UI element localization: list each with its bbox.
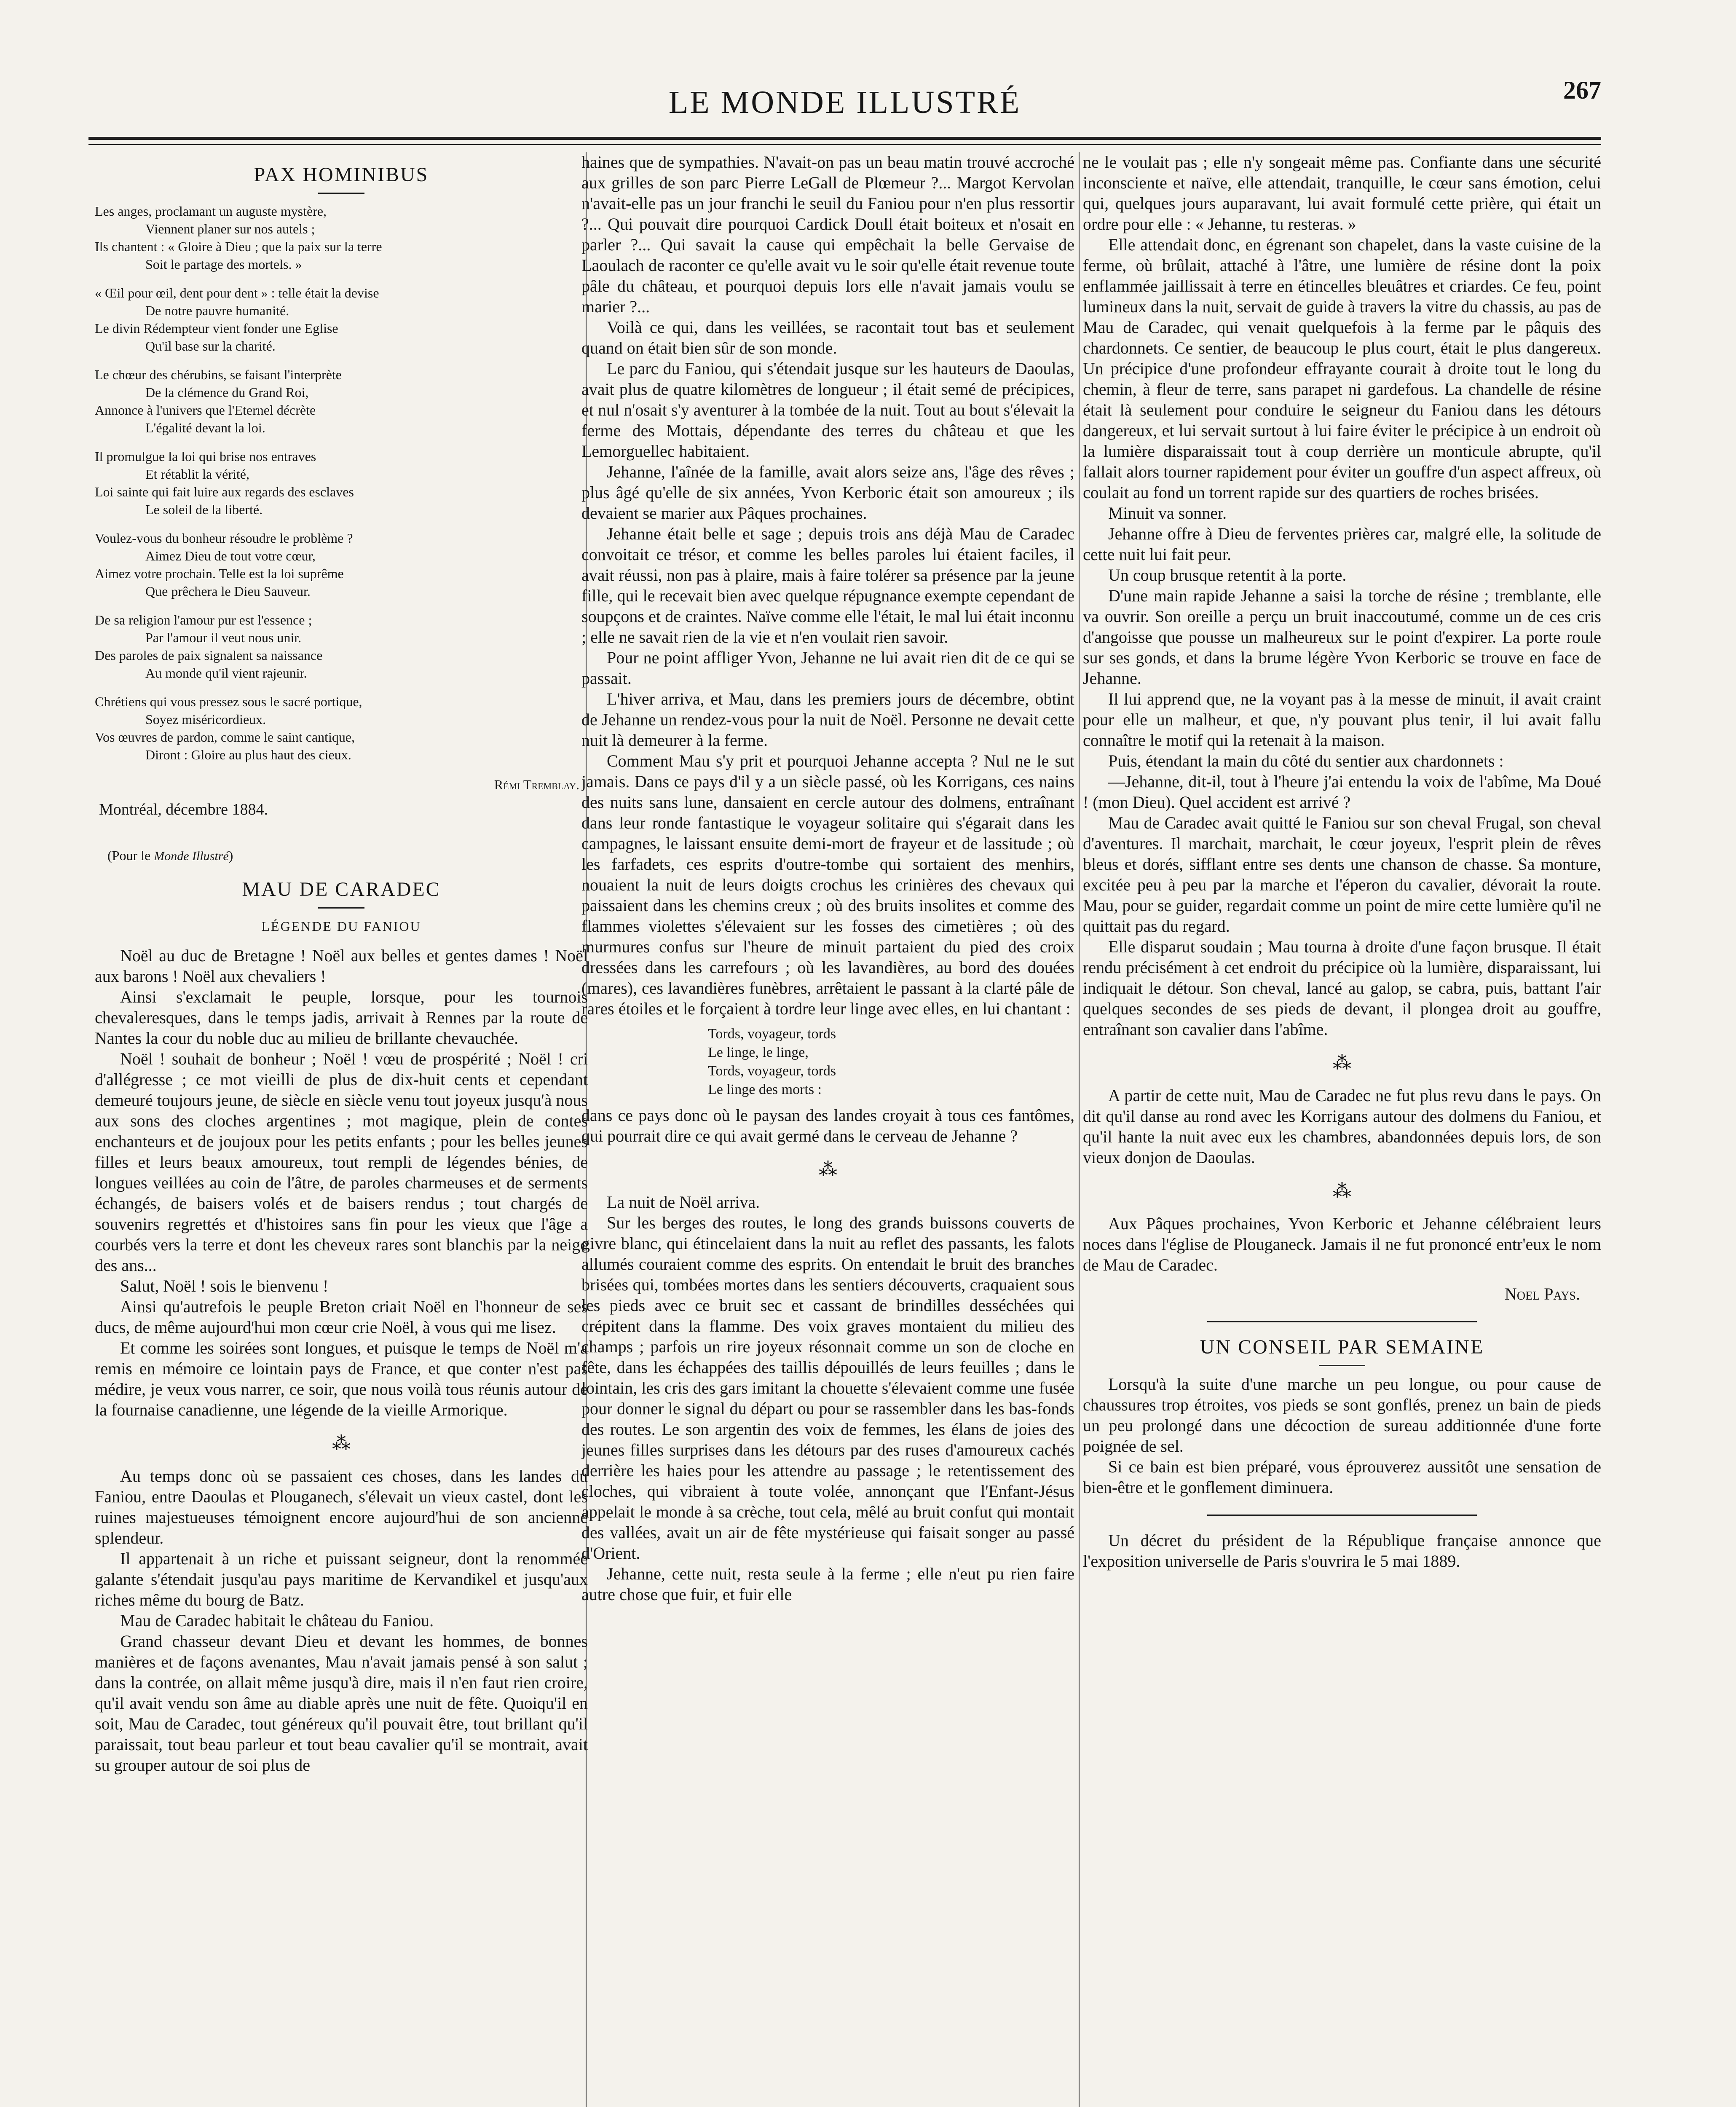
poem-line: De la clémence du Grand Roi, — [145, 385, 309, 400]
poem-line: Les anges, proclamant un auguste mystère, — [95, 204, 327, 219]
title-rule — [318, 193, 364, 194]
poem-line: Ils chantent : « Gloire à Dieu ; que la paix sur la terre — [95, 239, 382, 254]
paragraph: —Jehanne, dit-il, tout à l'heure j'ai entendu la voix de l'abîme, Ma Doué ! (mon Dieu). Quel accident est arrivé ? — [1083, 772, 1601, 812]
refrain — [708, 1025, 1074, 1099]
refrain-line: Le linge des morts : — [708, 1082, 822, 1097]
poem-line: Aimez votre prochain. Telle est la loi suprême — [95, 566, 344, 581]
notice-paragraph: Un décret du président de la République française annonce que l'exposition universelle de Paris s'ouvrira le 5 mai 1889. — [1083, 1531, 1601, 1571]
paragraph: La nuit de Noël arriva. — [607, 1193, 760, 1212]
poem-stanza — [95, 529, 588, 600]
paragraph: Aux Pâques prochaines, Yvon Kerboric et Jehanne célébraient leurs noces dans l'église de Plouganeck. Jamais il ne fut prononcé entr'eux le nom de Mau de Caradec. — [1083, 1214, 1601, 1274]
paragraph: Pour ne point affliger Yvon, Jehanne ne lui avait rien dit de ce qui se passait. — [581, 648, 1074, 688]
poem-line: Il promulgue la loi qui brise nos entraves — [95, 449, 316, 464]
poem-line: « Œil pour œil, dent pour dent » : telle était la devise — [95, 285, 379, 300]
paragraph: Puis, étendant la main du côté du sentier aux chardonnets : — [1108, 751, 1504, 770]
paragraph: Jehanne, cette nuit, resta seule à la ferme ; elle n'eut pu rien faire autre chose que fuir, et fuir elle — [581, 1564, 1074, 1604]
paragraph: Et comme les soirées sont longues, et puisque le temps de Noël m'a remis en mémoire ce lointain pays de France, et que conter n'est pas médire, je veux vous narrer, ce soir, que nous voilà tous réunis autour de la fournaise canadienne, une légende de la vieille Armorique. — [95, 1338, 588, 1419]
paragraph: Minuit va sonner. — [1108, 504, 1227, 523]
story-signature: Noel Pays. — [1504, 1284, 1580, 1303]
poem-line: Que prêchera le Dieu Sauveur. — [145, 584, 311, 599]
paragraph: Mau de Caradec habitait le château du Faniou. — [120, 1611, 434, 1630]
story-title: MAU DE CARADEC — [242, 878, 441, 901]
column-1 — [95, 152, 588, 2107]
attribution-suffix: ) — [228, 848, 233, 863]
refrain-line: Tords, voyageur, tords — [708, 1063, 836, 1079]
masthead — [88, 72, 1601, 139]
paragraph: L'hiver arriva, et Mau, dans les premiers jours de décembre, obtint de Jehanne un rendez-vous pour la nuit de Noël. Personne ne devait cette nuit là demeurer à la ferme. — [581, 689, 1074, 750]
paragraph: Au temps donc où se passaient ces choses, dans les landes du Faniou, entre Daoulas et Plouganech, s'élevait un vieux castel, dont les ruines majestueuses témoignent encore aujourd'hui de son ancienne splendeur. — [95, 1466, 588, 1547]
poem-line: Aimez Dieu de tout votre cœur, — [145, 548, 316, 563]
poem-line: Soyez miséricordieux. — [145, 712, 266, 727]
attribution-journal: Monde Illustré — [154, 849, 229, 863]
asterism: ⁂ — [1333, 1053, 1351, 1073]
section-rule — [1207, 1515, 1477, 1516]
poem-line: Voulez-vous du bonheur résoudre le problème ? — [95, 531, 353, 546]
poem-line: Le divin Rédempteur vient fonder une Eglise — [95, 321, 338, 336]
asterism: ⁂ — [819, 1159, 837, 1180]
asterism: ⁂ — [332, 1433, 351, 1454]
paragraph: ne le voulait pas ; elle n'y songeait même pas. Confiante dans une sécurité inconsciente et naïve, elle attendait, tranquille, le cœur sans émotion, celui qui, quelques jours auparavant, lui avait formulé cette prière, qui était un ordre pour elle : « Jehanne, tu resteras. » — [1083, 153, 1601, 233]
poem — [95, 202, 588, 764]
poem-title: PAX HOMINIBUS — [254, 164, 429, 186]
poem-line: Des paroles de paix signalent sa naissance — [95, 648, 323, 663]
paragraph: Ainsi qu'autrefois le peuple Breton criait Noël en l'honneur de ses ducs, de même aujourd'hui mon cœur crie Noël, à vous qui me lisez. — [95, 1297, 588, 1337]
poem-line: Chrétiens qui vous pressez sous le sacré portique, — [95, 694, 362, 709]
poem-line: Le chœur des chérubins, se faisant l'interprète — [95, 367, 342, 382]
paragraph: Jehanne était belle et sage ; depuis trois ans déjà Mau de Caradec convoitait ce trésor, et comme les belles paroles lui étaient faciles, il avait réussi, non pas à plaire, mais à faire tolérer sa présence par la jeune fille, qui le recevait bien avec quelque répugnance exempte cependant de soupçons et de craintes. Naïve comme elle l'était, le mal lui était inconnu ; elle ne savait rien de la vie et n'en voulait rien savoir. — [581, 524, 1074, 646]
story-attribution — [107, 845, 588, 866]
poem-line: De sa religion l'amour pur est l'essence ; — [95, 612, 312, 627]
poem-line: Par l'amour il veut nous unir. — [145, 630, 302, 645]
asterism: ⁂ — [1333, 1181, 1351, 1201]
poem-line: Et rétablit la vérité, — [145, 466, 249, 482]
poem-line: Soit le partage des mortels. » — [145, 257, 302, 272]
paragraph: A partir de cette nuit, Mau de Caradec ne fut plus revu dans le pays. On dit qu'il danse au rond avec les Korrigans autour des dolmens du Faniou, et qu'il hante la nuit avec eux les chambres, abandonnées depuis lors, de son vieux donjon de Daoulas. — [1083, 1086, 1601, 1167]
refrain-line: Le linge, le linge, — [708, 1045, 809, 1060]
poem-line: Diront : Gloire au plus haut des cieux. — [145, 747, 351, 762]
paragraph: Comment Mau s'y prit et pourquoi Jehanne accepta ? Nul ne le sut jamais. Dans ce pays d'il y a un siècle passé, où les Korrigans, ces nains des nuits sans lune, dansaient en cercle autour des dolmens, entraînant dans leur ronde fantastique le voyageur solitaire qui s'égarait dans les campagnes, le laissant ensuite demi-mort de frayeur et de lassitude ; où les farfadets, ces esprits d'outre-tombe qui sortaient des menhirs, nouaient la nuit de leurs doigts crochus les crinières des chevaux qui paissaient dans les chemins creux ; où des bruits insolites et comme des flammes violettes s'élevaient sur les fosses des cimetières ; où des murmures confus sur l'heure de minuit partaient du pied des croix dressées dans les carrefours ; où les lavandières, au bord des douées (mares), ces lavandières funèbres, arrêtaient le passant à la clarté pâle de rares étoiles et le forçaient à tordre leur linge avec elles, en lui chantant : — [581, 751, 1074, 1018]
paragraph: haines que de sympathies. N'avait-on pas un beau matin trouvé accroché aux grilles de son parc Pierre LeGall de Plœmeur ?... Margot Kervolan n'avait-elle pas un jour franchi le seuil du Faniou pour n'en plus ressortir ?... Qui pouvait dire pourquoi Cardick Doull était boiteux et n'osait en parler ?... Qui savait la cause qui empêchait la belle Gervaise de Laoulach de raconter ce qu'elle avait vu le soir qu'elle était revenue toute pâle du château, et pourquoi depuis lors elle n'avait jamais voulu se marier ?... — [581, 153, 1074, 316]
poem-line: Loi sainte qui fait luire aux regards des esclaves — [95, 484, 354, 499]
paragraph: Il appartenait à un riche et puissant seigneur, dont la renommée galante s'étendait jusqu'au pays maritime de Kervandikel et jusqu'aux riches même du bourg de Batz. — [95, 1549, 588, 1609]
paragraph: Voilà ce qui, dans les veillées, se racontait tout bas et seulement quand on était bien sûr de son monde. — [581, 318, 1074, 357]
paragraph: Salut, Noël ! sois le bienvenu ! — [120, 1276, 329, 1295]
poem-line: Qu'il base sur la charité. — [145, 338, 276, 354]
poem-line: De notre pauvre humanité. — [145, 303, 289, 318]
header-rule-thin — [88, 144, 1601, 145]
poem-line: Viennent planer sur nos autels ; — [145, 221, 315, 236]
paragraph: Elle disparut soudain ; Mau tourna à droite d'une façon brusque. Il était rendu précisément à cet endroit du précipice où la lumière, disparaissant, lui indiquait le détour. Son cheval, lancé au galop, se cabra, puis, battant l'air quelques secondes de ses pieds de devant, il plongea droit au gouffre, entraînant son cavalier dans l'abîme. — [1083, 937, 1601, 1039]
paragraph: dans ce pays donc où le paysan des landes croyait à tous ces fantômes, qui pourrait dire ce qui avait germé dans le cerveau de Jehanne ? — [581, 1106, 1074, 1145]
poem-stanza — [95, 693, 588, 764]
refrain-line: Tords, voyageur, tords — [708, 1026, 836, 1042]
paragraph: Il lui apprend que, ne la voyant pas à la messe de minuit, il avait craint pour elle un malheur, et que, n'y pouvant plus tenir, il lui avait fallu connaître le motif qui la retenait à la maison. — [1083, 689, 1601, 750]
paragraph: Sur les berges des routes, le long des grands buissons couverts de givre blanc, qui étincelaient dans la nuit au reflet des passants, les falots allumés couraient comme des esprits. On entendait le bruit des branches brisées qui, tombées mortes dans les sentiers découverts, craquaient sous les pieds avec ce bruit sec et cassant de brindilles desséchées qui crépitent dans la flamme. Des voix graves montaient du milieu des champs ; parfois un rire joyeux résonnait comme un son de cloche en fête, dans les échappées des taillis dépouillés de leurs feuilles ; dans le lointain, les cris des gars imitant la chouette s'élevaient comme une fusée pour donner le signal du départ ou pour se rassembler dans les bas-fonds des routes. Le son argentin des voix de femmes, les élans de joies des jeunes filles surprises dans les détours par des ruses d'amoureux cachés derrière les haies pour les attendre au passage ; le retentissement des cloches, qui vibraient à toute volée, annonçant que l'Enfant-Jésus appelait le monde à sa crèche, tout cela, mêlé au bruit confut qui montait des vallées, avait un air de fête mystérieuse qui faisait songer au passé d'Orient. — [581, 1213, 1074, 1563]
paragraph: Lorsqu'à la suite d'une marche un peu longue, ou pour cause de chaussures trop étroites, vos pieds se sont gonflés, prenez un bain de pieds un peu prolongé dans une décoction de sureau additionnée d'une forte poignée de sel. — [1083, 1375, 1601, 1456]
poem-line: Vos œuvres de pardon, comme le saint cantique, — [95, 729, 355, 745]
poem-stanza — [95, 611, 588, 682]
paragraph: Noël ! souhait de bonheur ; Noël ! vœu de prospérité ; Noël ! cri d'allégresse ; ce mot vieilli de plus de dix-huit cents et cependant demeuré toujours jeune, de siècle en siècle venu tout joyeux jusqu'à nous aux sons des cloches argentines ; mot magique, plein de contes enchanteurs et de joujoux pour les petits enfants ; pour les belles jeunes filles et leurs beaux amoureux, tout rempli de légendes bénies, de longues veillées au coin de l'âtre, de paroles charmeuses et de serments échangés, de baisers volés et de baisers rendus ; tout chargés de souvenirs regrettés et d'histoires sans fin pour les vieux que l'âge a courbés vers la terre et dont les cheveux rares sont blanchis par la neige des ans... — [95, 1049, 588, 1275]
column-2 — [581, 152, 1074, 2107]
column-divider — [1079, 152, 1080, 2107]
paragraph: Jehanne, l'aînée de la famille, avait alors seize ans, l'âge des rêves ; plus âgé qu'elle de six années, Yvon Kerboric était son amoureux ; ils devaient se marier aux Pâques prochaines. — [581, 462, 1074, 523]
poem-signature: Rémi Tremblay. — [494, 777, 579, 792]
newspaper-title: LE MONDE ILLUSTRÉ — [668, 85, 1021, 120]
paragraph: Jehanne offre à Dieu de ferventes prières car, malgré elle, la solitude de cette nuit lui fait peur. — [1083, 524, 1601, 564]
section-rule — [1207, 1321, 1477, 1322]
paragraph: Un coup brusque retentit à la porte. — [1108, 566, 1347, 584]
header-rule — [88, 137, 1601, 140]
paragraph: Elle attendait donc, en égrenant son chapelet, dans la vaste cuisine de la ferme, où brûlait, attaché à l'âtre, une lumière de résine dont la poix enflammée jaillissait à terre en étincelles bleuâtres et criardes. Ce feu, point lumineux dans la nuit, servait de guide à travers la vitre du chassis, au pas de Mau de Caradec, qui venait quelquefois à la ferme par le pâquis des chardonnets. Ce sentier, de beaucoup le plus court, était le plus dangereux. Un précipice d'une profondeur effrayante courait à droite tout le long du chemin, à fleur de terre, sans parapet ni gardefous. La chandelle de résine était là seulement pour conduire le seigneur du Faniou dans les détours dangereux, et lui servait surtout à lui faire éviter le précipice à un endroit où la lumière disparaissait tout à coup derrière un monticule abrupte, qu'il fallait alors tourner rapidement pour éviter un gouffre d'un aspect affreux, où coulait au fond un torrent rapide sur des quartiers de roches brisées. — [1083, 235, 1601, 502]
column-3 — [1083, 152, 1601, 2107]
page-number: 267 — [1563, 76, 1601, 104]
poem-line: Annonce à l'univers que l'Eternel décrète — [95, 402, 316, 418]
paragraph: Mau de Caradec avait quitté le Faniou sur son cheval Frugal, son cheval d'aventures. Il marchait, marchait, le cœur joyeux, l'esprit plein de rêves bleus et dorés, sifflant entre ses dents une chanson de chasse. Sa monture, excitée peu à peu par la marche et l'éperon du cavalier, dévorait la route. Mau, pour se guider, regardait comme un point de mire cette lumière qu'il ne quittait pas du regard. — [1083, 813, 1601, 936]
story-subtitle: LÉGENDE DU FANIOU — [261, 919, 421, 934]
poem-stanza — [95, 202, 588, 273]
paragraph: Le parc du Faniou, qui s'étendait jusque sur les hauteurs de Daoulas, avait plus de quatre kilomètres de longueur ; il était semé de précipices, et nul n'osait s'y aventurer à la tombée de la nuit. Tout au bout s'élevait la ferme des Mottais, dépendante des terres du château et que les Lemorguellec habitaient. — [581, 359, 1074, 461]
poem-stanza — [95, 284, 588, 355]
paragraph: D'une main rapide Jehanne a saisi la torche de résine ; tremblante, elle va ouvrir. Son oreille a perçu un bruit inaccoutumé, comme un de ces cris d'angoisse que pousse un malheureux sur le point d'expirer. La porte roule sur ses gonds, et dans la brume légère Yvon Kerboric se trouve en face de Jehanne. — [1083, 586, 1601, 688]
attribution-prefix: (Pour le — [107, 848, 154, 863]
title-rule — [318, 907, 364, 909]
advice-title: UN CONSEIL PAR SEMAINE — [1200, 1336, 1484, 1358]
paragraph: Si ce bain est bien préparé, vous éprouverez aussitôt une sensation de bien-être et le gonflement diminuera. — [1083, 1457, 1601, 1497]
paragraph: Ainsi s'exclamait le peuple, lorsque, pour les tournois chevaleresques, dans le temps jadis, arrivait à Rennes par la route de Nantes la cour du noble duc au milieu de brillante chevauchée. — [95, 987, 588, 1048]
poem-dateline: Montréal, décembre 1884. — [99, 801, 268, 818]
poem-line: Le soleil de la liberté. — [145, 502, 263, 517]
poem-stanza — [95, 448, 588, 518]
poem-line: Au monde qu'il vient rajeunir. — [145, 665, 307, 681]
paragraph: Grand chasseur devant Dieu et devant les hommes, de bonnes manières et de façons avenantes, Mau n'avait jamais pensé à son salut ; dans la contrée, on allait même jusqu'à dire, mais il n'en faut rien croire, qu'il avait vendu son âme au diable après une nuit de fête. Quoiqu'il en soit, Mau de Caradec, tout généreux qu'il pouvait être, tout brillant qu'il paraissait, tout beau parleur et tout beau cavalier qu'il se montrait, avait su grouper autour de soi plus de — [95, 1632, 588, 1775]
title-rule — [1319, 1365, 1365, 1366]
poem-stanza — [95, 366, 588, 437]
paragraph: Noël au duc de Bretagne ! Noël aux belles et gentes dames ! Noël aux barons ! Noël aux chevaliers ! — [95, 946, 588, 986]
poem-line: L'égalité devant la loi. — [145, 420, 265, 435]
